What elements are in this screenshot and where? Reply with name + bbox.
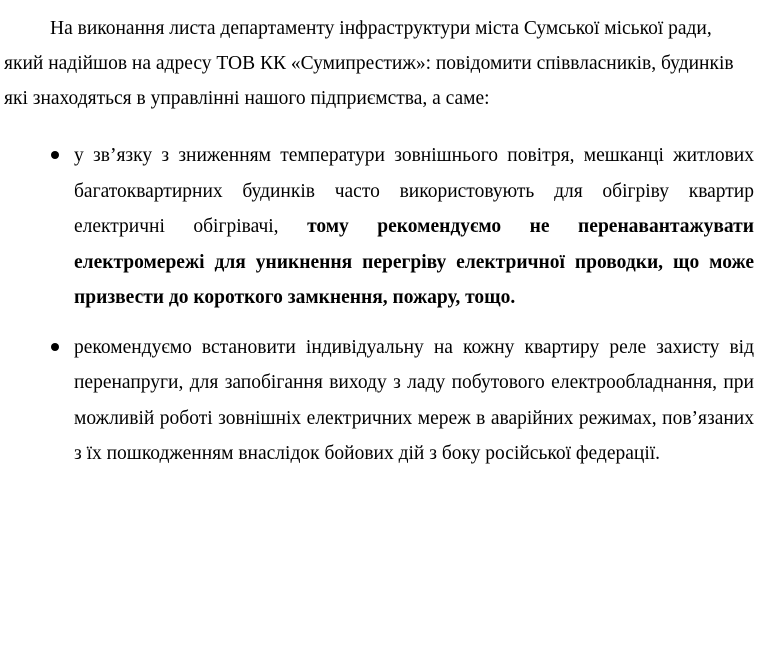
bullet-text: у зв’язку з зниженням температури зовнішнього повітря, мешканці житлових багатоквартирних будинків часто використовують для обігріву квартир електричні обігрівачі,	[74, 145, 754, 237]
bullet-icon	[51, 343, 59, 351]
intro-paragraph: На виконання листа департаменту інфраструктури міста Сумської міської ради, який надійшов на адресу ТОВ КК «Сумипрестиж»: повідомити співвласників, будинків які знаходяться в управлінні нашого підприємства, а саме:	[4, 18, 734, 109]
bullet-list	[4, 138, 754, 472]
list-item	[4, 330, 754, 472]
bullet-text: рекомендуємо встановити індивідуальну на кожну квартиру реле захисту від перенапруги, для запобігання виходу з ладу побутового електрообладнання, при можливій роботі зовнішніх електричних мереж в аварійних режимах, пов’язаних з їх пошкодженням внаслідок бойових дій з боку російської федерації.	[74, 336, 754, 464]
bullet-icon	[51, 151, 59, 159]
bullet-text-bold: тому рекомендуємо не перенавантажувати електромережі для уникнення перегріву електричної проводки, що може призвести до короткого замкнення, пожару, тощо.	[74, 216, 754, 308]
list-item	[4, 138, 754, 316]
